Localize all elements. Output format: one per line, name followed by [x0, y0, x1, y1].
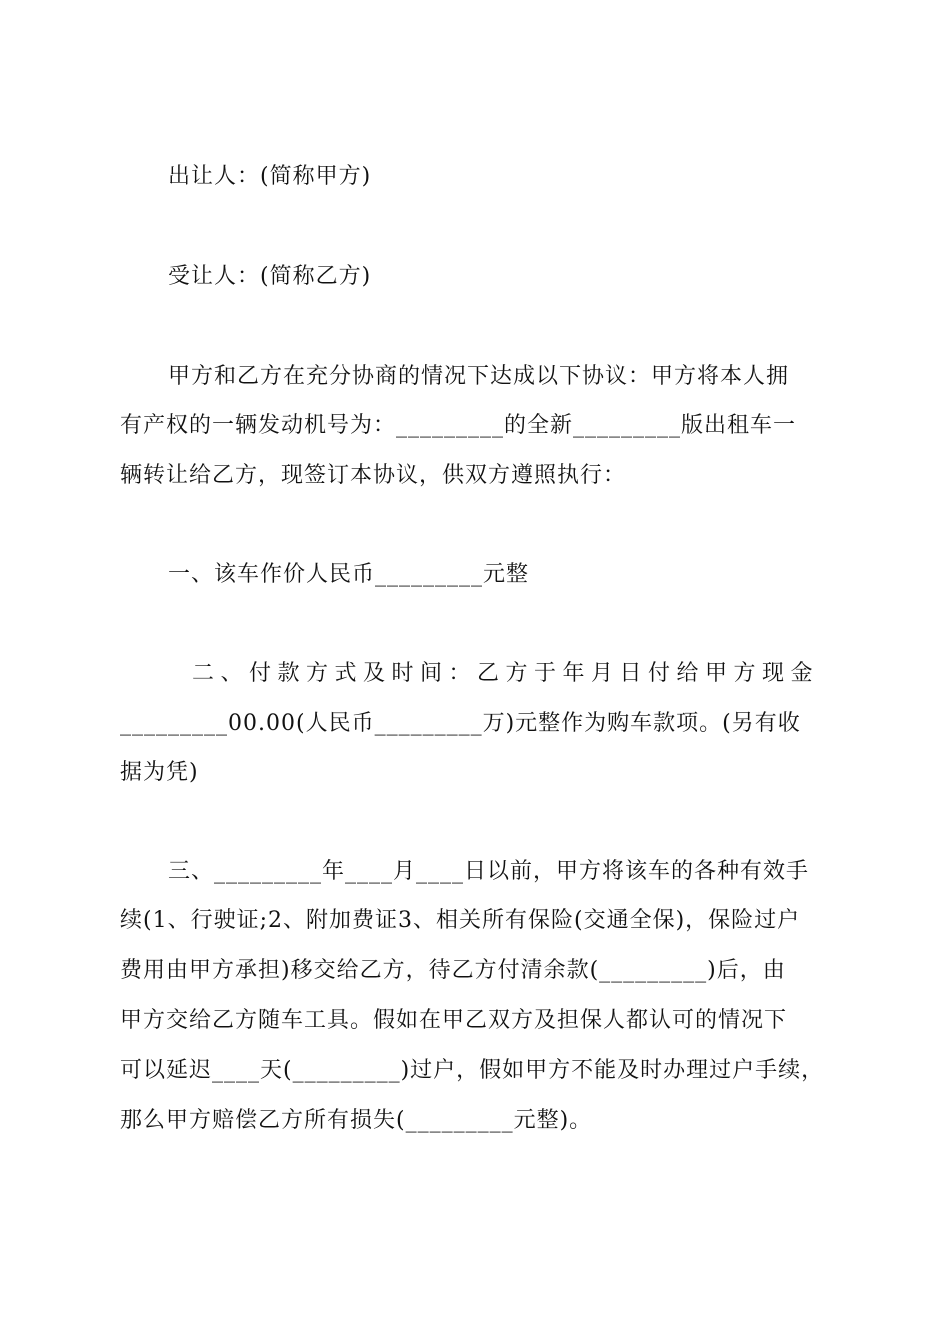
clause-3-line-4: 甲方交给乙方随车工具。假如在甲乙双方及担保人都认可的情况下: [120, 1008, 788, 1033]
intro-line-2: 有产权的一辆发动机号为：_________的全新_________版出租车一: [120, 413, 797, 438]
clause-2-line-2: _________00.00(人民币_________万)元整作为购车款项。(另有收: [120, 711, 801, 736]
clause-3-line-2: 续(1、行驶证;2、附加费证3、相关所有保险(交通全保)，保险过户: [120, 908, 801, 933]
intro-line-1: 甲方和乙方在充分协商的情况下达成以下协议：甲方将本人拥: [168, 364, 790, 389]
clause-3-line-3: 费用由甲方承担)移交给乙方，待乙方付清余款(_________)后，由: [120, 958, 786, 983]
assignor-line: 出让人：(简称甲方): [168, 164, 372, 189]
assignee-line: 受让人：(简称乙方): [168, 264, 372, 289]
clause-2-line-3: 据为凭): [120, 760, 199, 785]
clause-2-line-1: 二、付款方式及时间：乙方于年月日付给甲方现金: [192, 661, 820, 686]
intro-line-3: 辆转让给乙方，现签订本协议，供双方遵照执行：: [120, 463, 627, 488]
clause-3-line-1: 三、_________年____月____日以前，甲方将该车的各种有效手: [168, 859, 810, 884]
clause-1: 一、该车作价人民币_________元整: [168, 562, 530, 587]
clause-3-line-5: 可以延迟____天(_________)过户，假如甲方不能及时办理过户手续，: [120, 1058, 825, 1083]
clause-3-line-6: 那么甲方赔偿乙方所有损失(_________元整)。: [120, 1108, 593, 1133]
